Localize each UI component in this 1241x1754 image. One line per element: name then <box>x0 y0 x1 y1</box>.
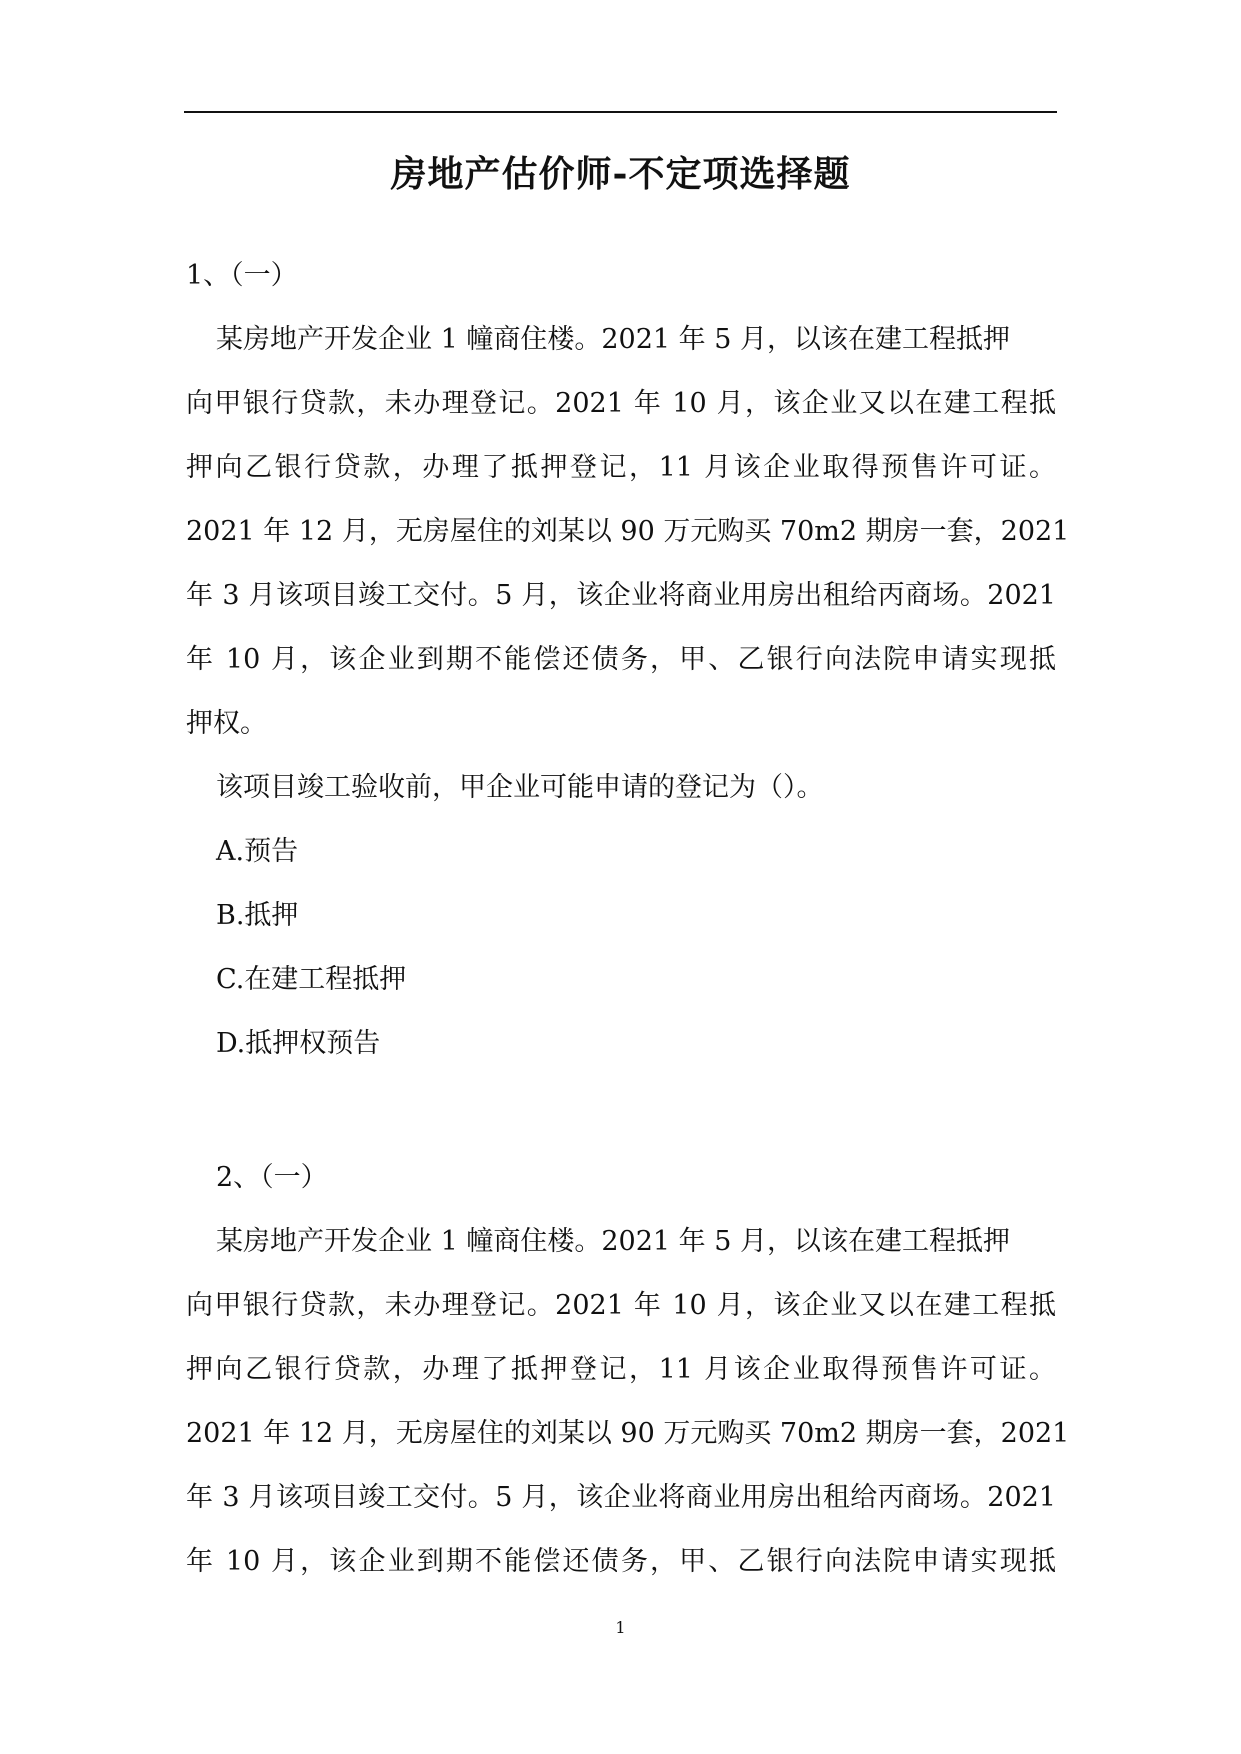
question-1-line-5: 年 3 月该项目竣工交付。5 月，该企业将商业用房出租给丙商场。2021 <box>186 580 1056 611</box>
question-1-line-3: 押向乙银行贷款，办理了抵押登记，11 月该企业取得预售许可证。 <box>186 452 1056 483</box>
question-1-line-2: 向甲银行贷款，未办理登记。2021 年 10 月，该企业又以在建工程抵 <box>186 388 1056 419</box>
header-rule <box>184 111 1057 113</box>
question-1-number: 1、（一） <box>186 260 298 291</box>
question-1-line-6: 年 10 月，该企业到期不能偿还债务，甲、乙银行向法院申请实现抵 <box>186 644 1056 675</box>
question-1-prompt: 该项目竣工验收前，甲企业可能申请的登记为（）。 <box>216 772 824 803</box>
question-2-line-6: 年 10 月，该企业到期不能偿还债务，甲、乙银行向法院申请实现抵 <box>186 1546 1056 1577</box>
question-2-line-4: 2021 年 12 月，无房屋住的刘某以 90 万元购买 70m2 期房一套，2021 <box>186 1418 1070 1449</box>
question-2-line-2: 向甲银行贷款，未办理登记。2021 年 10 月，该企业又以在建工程抵 <box>186 1290 1056 1321</box>
document-title: 房地产估价师-不定项选择题 <box>390 153 851 195</box>
question-1-line-4: 2021 年 12 月，无房屋住的刘某以 90 万元购买 70m2 期房一套，2021 <box>186 516 1070 547</box>
question-1-option-a: A.预告 <box>216 836 299 867</box>
question-1-option-d: D.抵押权预告 <box>216 1028 381 1059</box>
question-2-line-5: 年 3 月该项目竣工交付。5 月，该企业将商业用房出租给丙商场。2021 <box>186 1482 1056 1513</box>
question-2-line-3: 押向乙银行贷款，办理了抵押登记，11 月该企业取得预售许可证。 <box>186 1354 1056 1385</box>
page-number: 1 <box>615 1618 626 1637</box>
question-1-option-b: B.抵押 <box>216 900 299 931</box>
question-1-option-c: C.在建工程抵押 <box>216 964 407 995</box>
question-2-number: 2、（一） <box>216 1162 328 1193</box>
question-2-line-1: 某房地产开发企业 1 幢商住楼。2021 年 5 月，以该在建工程抵押 <box>216 1226 1010 1257</box>
question-1-line-7: 押权。 <box>186 708 267 739</box>
question-1-line-1: 某房地产开发企业 1 幢商住楼。2021 年 5 月，以该在建工程抵押 <box>216 324 1010 355</box>
